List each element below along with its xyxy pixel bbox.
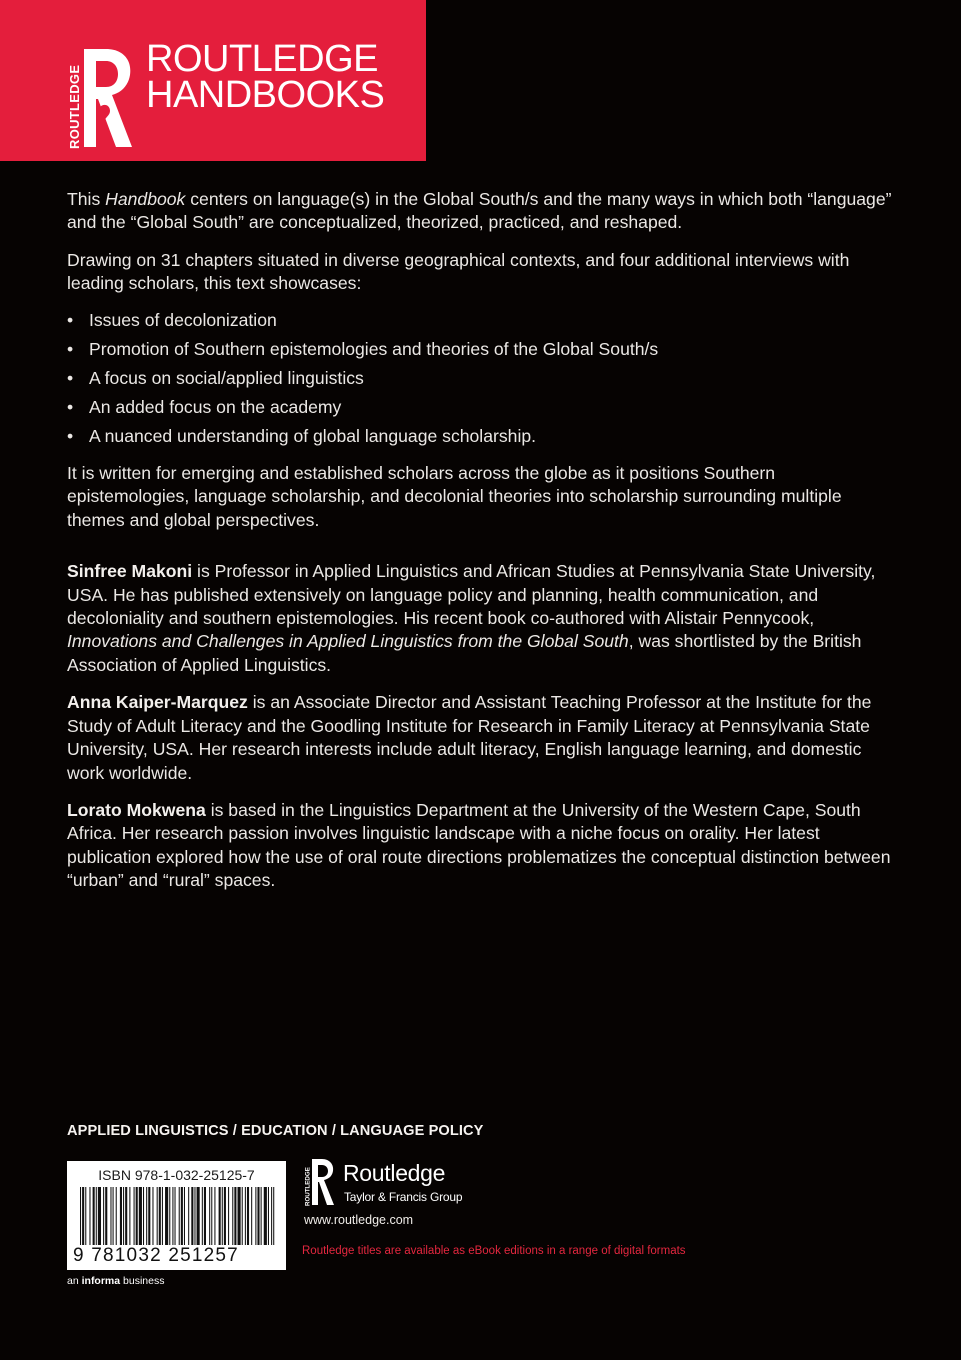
informa-prefix: an [67, 1275, 82, 1287]
barcode-bar [242, 1187, 243, 1245]
barcode-bar [129, 1187, 130, 1245]
barcode-bar [247, 1187, 249, 1245]
back-cover-text [67, 188, 897, 907]
barcode-bar [228, 1187, 229, 1245]
barcode-bar [143, 1187, 144, 1245]
barcode-bar [146, 1187, 147, 1245]
barcode-bar [264, 1187, 267, 1245]
barcode-bar [202, 1187, 203, 1245]
series-banner [0, 0, 426, 161]
barcode-bar [238, 1187, 241, 1245]
bio-text: is Professor in Applied Linguistics and African Studies at Pennsylvania State University, USA. He has published extensively on language policy and planning, health communication, and decoloniality and southern epistemologies. His recent book co-authored with Alistair Pennycook, [67, 561, 876, 629]
bio-mokwena [67, 799, 897, 893]
barcode-bar [134, 1187, 135, 1245]
barcode-bar [93, 1187, 95, 1245]
barcode-bar [191, 1187, 193, 1245]
barcode-bar [184, 1187, 185, 1245]
routledge-profile-logo-icon [66, 47, 136, 149]
barcode-bar [169, 1187, 170, 1245]
barcode-bar [85, 1187, 86, 1245]
barcode-bar [188, 1187, 189, 1245]
bio-name: Anna Kaiper-Marquez [67, 692, 248, 713]
barcode-bar [175, 1187, 176, 1245]
barcode-bar [251, 1187, 252, 1245]
ebook-note: Routledge titles are available as eBook editions in a range of digital formats [302, 1245, 686, 1257]
barcode-bar [80, 1187, 81, 1245]
barcode-bar [162, 1187, 163, 1245]
list-item: • An added focus on the academy [67, 396, 897, 419]
barcode-bar [197, 1187, 200, 1245]
barcode-bar [89, 1187, 90, 1245]
barcode-bar [139, 1187, 142, 1245]
series-title [146, 38, 385, 116]
bio-text: is an Associate Director and Assistant Teaching Professor at the Institute for the Study of Adult Literacy and the Goodling Institute for Research in Family Literacy at Pennsylvania State University, USA. Her research interests include adult literacy, English language learning, and domestic work worldwide. [67, 692, 872, 783]
barcode-bar [82, 1187, 84, 1245]
barcode-bar [103, 1187, 104, 1245]
editor-bios [67, 560, 897, 892]
bio-book-title: Innovations and Challenges in Applied Linguistics from the Global South [67, 631, 629, 652]
list-item: • Issues of decolonization [67, 309, 897, 332]
barcode-bar [148, 1187, 150, 1245]
barcode-bar [152, 1187, 153, 1245]
subject-categories: APPLIED LINGUISTICS / EDUCATION / LANGUAGE POLICY [67, 1123, 484, 1139]
barcode-digits: 9 781032 251257 [73, 1245, 239, 1266]
bio-name: Sinfree Makoni [67, 561, 193, 582]
barcode-bar [268, 1187, 269, 1245]
barcode-bar [172, 1187, 173, 1245]
bio-text: is based in the Linguistics Department at the University of the Western Cape, South Africa. Her research passion involves linguistic landscape with a niche focus on orality. Her latest publication explored how the use of oral route directions problematizes the conceptual distinction between “urban” and “rural” spaces. [67, 799, 891, 891]
barcode-bar [157, 1187, 158, 1245]
publisher-name: Routledge [343, 1160, 446, 1186]
barcode-bar [245, 1187, 246, 1245]
barcode-bar [261, 1187, 262, 1245]
barcode-bar [123, 1187, 124, 1245]
barcode-bar [214, 1187, 215, 1245]
description-p1-start: This [67, 189, 106, 209]
barcode-bar [125, 1187, 127, 1245]
isbn-label: ISBN 978-1-032-25125-7 [98, 1167, 255, 1183]
routledge-publisher-logo-icon [303, 1158, 335, 1206]
barcode-bar [120, 1187, 122, 1245]
barcode-bar [116, 1187, 117, 1245]
barcode-bar [113, 1187, 114, 1245]
description-paragraph-2: Drawing on 31 chapters situated in diverse geographical contexts, and four additional interviews with leading scholars, this text showcases: [67, 249, 850, 294]
barcode-bar [204, 1187, 206, 1245]
bio-text: , was shortlisted by the British Association of Applied Linguistics. [67, 631, 862, 675]
list-item: • Promotion of Southern epistemologies and theories of the Global South/s [67, 338, 897, 361]
barcode-bar [224, 1187, 226, 1245]
barcode-bar [165, 1187, 168, 1245]
publisher-group: Taylor & Francis Group [344, 1190, 463, 1204]
barcode-bar [209, 1187, 210, 1245]
barcode-bar [232, 1187, 233, 1245]
series-title-line2: HANDBOOKS [146, 74, 385, 116]
barcode-bar [179, 1187, 180, 1245]
isbn-barcode [67, 1161, 286, 1270]
series-logo-text: ROUTLEDGE [67, 64, 82, 149]
barcode-bar [159, 1187, 161, 1245]
publisher-url[interactable]: www.routledge.com [304, 1213, 414, 1227]
barcode-bar [271, 1187, 272, 1245]
barcode-bar [273, 1187, 274, 1245]
barcode-bar [96, 1187, 97, 1245]
barcode-bar [219, 1187, 221, 1245]
barcode-bar [110, 1187, 111, 1245]
list-item: • A focus on social/applied linguistics [67, 367, 897, 390]
informa-suffix: business [120, 1275, 165, 1287]
bio-makoni [67, 560, 897, 677]
showcase-list [67, 309, 897, 448]
barcode-bar [255, 1187, 256, 1245]
description-paragraph-3: It is written for emerging and established scholars across the globe as it positions Southern epistemologies, language scholarship, and decolonial theories into scholarship surrounding multiple themes and global perspectives. [67, 463, 842, 530]
description-p1-end: centers on language(s) in the Global South/s and the many ways in which both “language” and the “Global South” are conceptualized, theorized, practiced, and reshaped. [67, 189, 892, 233]
barcode-bar [181, 1187, 183, 1245]
publisher-logo-text: ROUTLEDGE [304, 1167, 312, 1206]
barcode-bar [98, 1187, 101, 1245]
informa-business [67, 1275, 164, 1287]
barcode-bar [136, 1187, 138, 1245]
barcode-bar [257, 1187, 259, 1245]
description-p1-italic: Handbook [105, 189, 186, 209]
barcode-bar [194, 1187, 195, 1245]
list-item: • A nuanced understanding of global language scholarship. [67, 425, 897, 448]
bio-kaiper-marquez [67, 691, 897, 785]
barcode-bar [234, 1187, 236, 1245]
barcode-bar [222, 1187, 223, 1245]
informa-brand: informa [81, 1275, 121, 1287]
description-paragraph-1 [67, 188, 897, 235]
bio-name: Lorato Mokwena [67, 799, 206, 820]
barcode-bar [211, 1187, 212, 1245]
barcode-bar [105, 1187, 107, 1245]
series-title-line1: ROUTLEDGE [146, 38, 378, 80]
barcode-bars [80, 1187, 275, 1245]
